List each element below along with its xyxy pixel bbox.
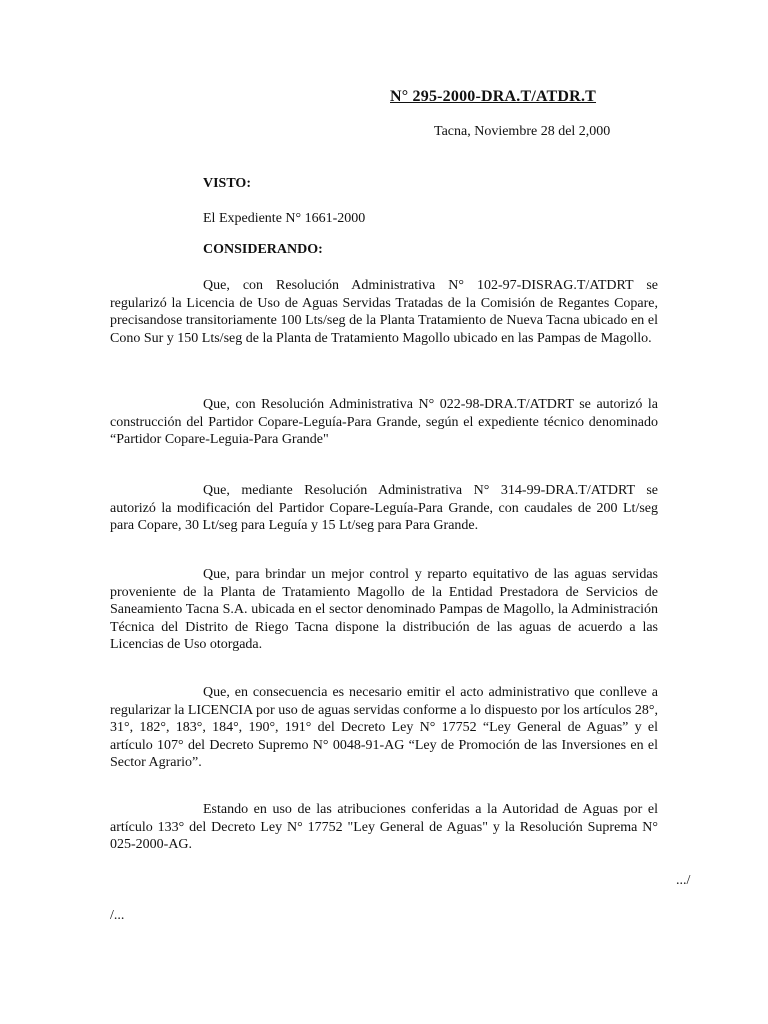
continuation-mark-next: .../ bbox=[676, 873, 691, 888]
considerando-paragraph: Que, para brindar un mejor control y reparto equitativo de las aguas servidas proveniente de la Planta de Tratamiento Magollo de la Entidad Prestadora de Servicios de Saneamiento Tacna S.A. ubicada en el sector denominado Pampas de Magollo, la Administración Técnica del Distrito de Riego Tacna dispone la distribución de las aguas de acuerdo a las Licencias de Uso otorgada. bbox=[110, 567, 658, 652]
considerando-heading: CONSIDERANDO: bbox=[203, 242, 323, 257]
considerando-paragraph: Que, mediante Resolución Administrativa N° 314-99-DRA.T/ATDRT se autorizó la modificación del Partidor Copare-Leguía-Para Grande, con caudales de 200 Lt/seg para Copare, 30 Lt/seg para Leguía y 15 Lt/seg para Para Grande. bbox=[110, 483, 658, 533]
resolution-number: N° 295-2000-DRA.T/ATDR.T bbox=[390, 88, 597, 105]
considerando-paragraph: Que, con Resolución Administrativa N° 022-98-DRA.T/ATDRT se autorizó la construcción del Partidor Copare-Leguía-Para Grande, según el expediente técnico denominado “Partidor Copare-Leguia-Para Grande" bbox=[110, 397, 658, 447]
visto-heading: VISTO: bbox=[203, 176, 251, 191]
visto-text: El Expediente N° 1661-2000 bbox=[203, 211, 366, 226]
considerando-paragraph: Que, en consecuencia es necesario emitir el acto administrativo que conlleve a regularizar la LICENCIA por uso de aguas servidas conforme a lo dispuesto por los artículos 28°, 31°, 182°, 183°, 184°, 190°, 191° del Decreto Ley N° 17752 “Ley General de Aguas” y el artículo 107° del Decreto Supremo N° 0048-91-AG “Ley de Promoción de las Inversiones en el Sector Agrario”. bbox=[110, 685, 658, 770]
considerando-paragraph: Estando en uso de las atribuciones conferidas a la Autoridad de Aguas por el artículo 133° del Decreto Ley N° 17752 "Ley General de Aguas" y la Resolución Suprema N° 025-2000-AG. bbox=[110, 802, 658, 852]
document-date: Tacna, Noviembre 28 del 2,000 bbox=[434, 124, 611, 139]
considerando-paragraph: Que, con Resolución Administrativa N° 102-97-DISRAG.T/ATDRT se regularizó la Licencia de Uso de Aguas Servidas Tratadas de la Comisión de Regantes Copare, precisandose transitoriamente 100 Lts/seg de la Planta Tratamiento de Nueva Tacna ubicado en el Cono Sur y 150 Lts/seg de la Planta de Tratamiento Magollo ubicado en las Pampas de Magollo. bbox=[110, 278, 658, 346]
continuation-mark-previous: /... bbox=[110, 908, 125, 923]
